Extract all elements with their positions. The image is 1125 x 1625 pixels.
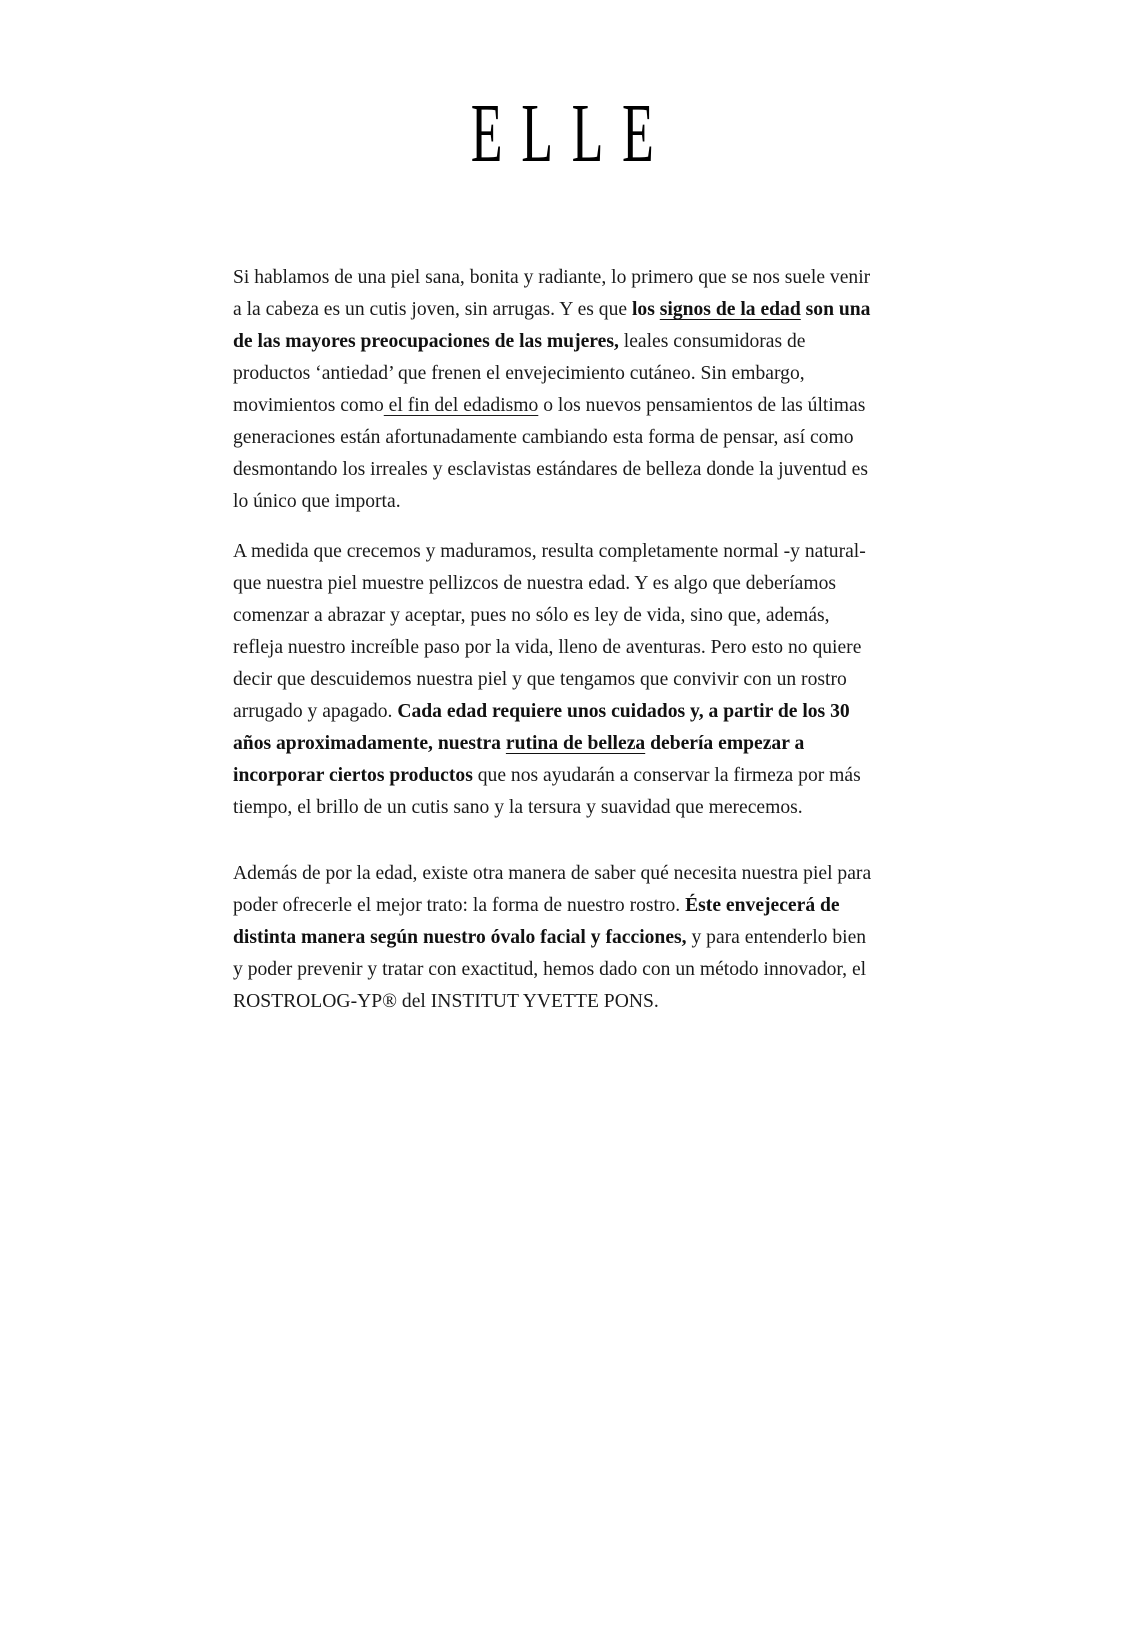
paragraph-1-bold-2: son una de las mayores preocupaciones de las mujeres, bbox=[233, 299, 871, 352]
signos-de-la-edad-link[interactable]: signos de la edad bbox=[659, 299, 801, 320]
paragraph-3-text-2: y para entenderlo bien y poder prevenir y tratar con exactitud, hemos dado con un método innovador, el ROSTROLOG-YP® del INSTITUT YVETTE PONS. bbox=[233, 927, 867, 1012]
paragraph-2 bbox=[233, 536, 878, 824]
paragraph-3 bbox=[233, 858, 878, 1018]
paragraph-1-text-1: Si hablamos de una piel sana, bonita y radiante, lo primero que se nos suele venir a la cabeza es un cutis joven, sin arrugas. Y es que bbox=[233, 267, 871, 320]
paragraph-3-bold-1: Éste envejecerá de distinta manera según nuestro óvalo facial y facciones, bbox=[233, 895, 840, 948]
paragraph-1-text-3: o los nuevos pensamientos de las últimas generaciones están afortunadamente cambiando esta forma de pensar, así como desmontando los irreales y esclavistas estándares de belleza donde la juventud es lo único que importa. bbox=[233, 395, 868, 512]
rutina-de-belleza-link[interactable]: rutina de belleza bbox=[505, 733, 646, 754]
elle-logo[interactable]: ELLE bbox=[470, 87, 673, 180]
paragraph-1-text-2: leales consumidoras de productos ‘antiedad’ que frenen el envejecimiento cutáneo. Sin embargo, movimientos como bbox=[233, 331, 806, 416]
fin-del-edadismo-link[interactable]: el fin del edadismo bbox=[383, 395, 539, 416]
paragraph-2-text-2: que nos ayudarán a conservar la firmeza por más tiempo, el brillo de un cutis sano y la tersura y suavidad que merecemos. bbox=[233, 765, 861, 818]
paragraph-2-bold-2: debería empezar a incorporar ciertos productos bbox=[233, 733, 805, 786]
paragraph-1-bold-1: los bbox=[631, 299, 660, 320]
paragraph-3-text-1: Además de por la edad, existe otra manera de saber qué necesita nuestra piel para poder ofrecerle el mejor trato: la forma de nuestro rostro. bbox=[233, 863, 872, 916]
paragraph-1 bbox=[233, 262, 878, 518]
paragraph-2-bold-1: Cada edad requiere unos cuidados y, a partir de los 30 años aproximadamente, nuestra bbox=[233, 701, 850, 754]
article-body bbox=[233, 262, 878, 1036]
paragraph-2-text-1: A medida que crecemos y maduramos, resulta completamente normal -y natural- que nuestra piel muestre pellizcos de nuestra edad. Y es algo que deberíamos comenzar a abrazar y aceptar, pues no sólo es ley de vida, sino que, además, refleja nuestro increíble paso por la vida, lleno de aventuras. Pero esto no quiere decir que descuidemos nuestra piel y que tengamos que convivir con un rostro arrugado y apagado. bbox=[233, 541, 866, 722]
